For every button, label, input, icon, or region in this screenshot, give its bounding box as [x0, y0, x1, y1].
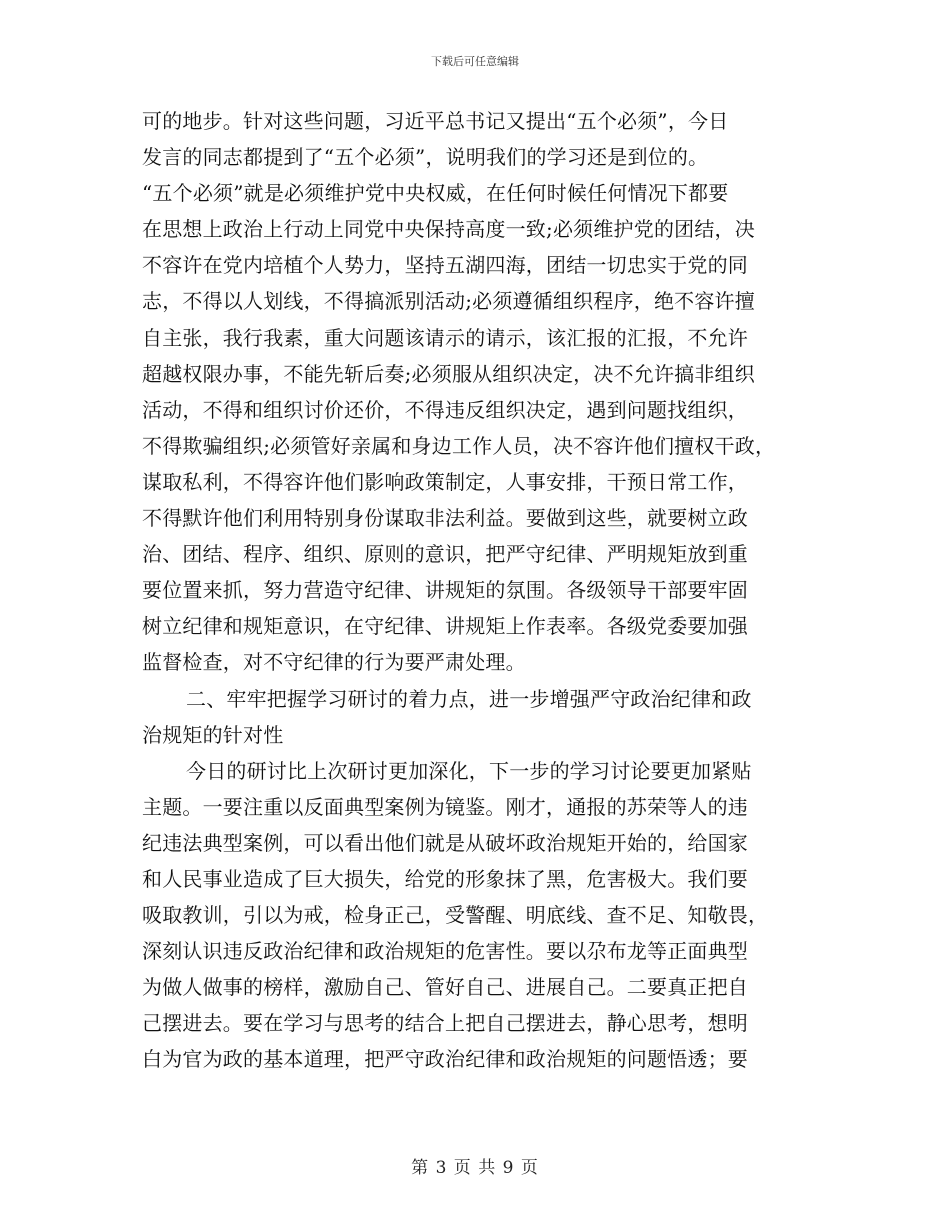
- page-number-footer: 第 3 页 共 9 页: [411, 1158, 539, 1178]
- text-line: 树立纪律和规矩意识，在守纪律、讲规矩上作表率。各级党委要加强: [142, 614, 748, 639]
- text-line: 要位置来抓，努力营造守纪律、讲规矩的氛围。各级领导干部要牢固: [142, 578, 748, 603]
- paragraph-start: 今日的研讨比上次研讨更加深化，下一步的学习讨论要更加紧贴: [186, 758, 752, 783]
- text-line: 谋取私利，不得容许他们影响政策制定，人事安排，干预日常工作，: [142, 469, 748, 494]
- section-heading: 二、牢牢把握学习研讨的着力点，进一步增强严守政治纪律和政: [186, 686, 752, 711]
- text-line: 在思想上政治上行动上同党中央保持高度一致;必须维护党的团结，决: [142, 217, 755, 242]
- document-body: [142, 103, 822, 1078]
- text-line: 为做人做事的榜样，激励自己、管好自己、进展自己。二要真正把自: [142, 975, 748, 1000]
- text-line: 监督检查，对不守纪律的行为要严肃处理。: [142, 650, 526, 675]
- text-line: “五个必须”就是必须维护党中央权威，在任何时候任何情况下都要: [142, 181, 729, 206]
- text-line: 不容许在党内培植个人势力，坚持五湖四海，团结一切忠实于党的同: [142, 253, 748, 278]
- text-line: 超越权限办事，不能先斩后奏;必须服从组织决定，决不允许搞非组织: [142, 361, 755, 386]
- text-line: 己摆进去。要在学习与思考的结合上把自己摆进去，静心思考，想明: [142, 1011, 748, 1036]
- text-line: 不得默许他们利用特别身份谋取非法利益。要做到这些，就要树立政: [142, 506, 748, 531]
- text-line: 可的地步。针对这些问题，习近平总书记又提出“五个必须”，今日: [142, 109, 729, 133]
- section-heading-continued: 治规矩的针对性: [142, 722, 284, 747]
- page-header: 下载后可任意编辑: [431, 55, 519, 68]
- text-line: 志，不得以人划线，不得搞派别活动;必须遵循组织程序，绝不容许擅: [142, 289, 755, 314]
- text-line: 吸取教训，引以为戒，检身正己，受警醒、明底线、查不足、知敬畏，: [142, 903, 769, 928]
- text-line: 纪违法典型案例，可以看出他们就是从破坏政治规矩开始的，给国家: [142, 830, 748, 855]
- text-line: 治、团结、程序、组织、原则的意识，把严守纪律、严明规矩放到重: [142, 542, 748, 567]
- text-line: 不得欺骗组织;必须管好亲属和身边工作人员，决不容许他们擅权干政，: [142, 433, 776, 458]
- text-line: 白为官为政的基本道理，把严守政治纪律和政治规矩的问题悟透；要: [142, 1047, 748, 1072]
- text-line: 深刻认识违反政治纪律和政治规矩的危害性。要以尕布龙等正面典型: [142, 939, 748, 964]
- text-line: 和人民事业造成了巨大损失，给党的形象抹了黑，危害极大。我们要: [142, 866, 748, 891]
- text-line: 主题。一要注重以反面典型案例为镜鉴。刚才，通报的苏荣等人的违: [142, 794, 748, 819]
- text-line: 自主张，我行我素，重大问题该请示的请示，该汇报的汇报，不允许: [142, 325, 748, 350]
- text-line: 活动，不得和组织讨价还价，不得违反组织决定，遇到问题找组织，: [142, 397, 748, 422]
- text-line: 发言的同志都提到了“五个必须”，说明我们的学习还是到位的。: [142, 145, 709, 170]
